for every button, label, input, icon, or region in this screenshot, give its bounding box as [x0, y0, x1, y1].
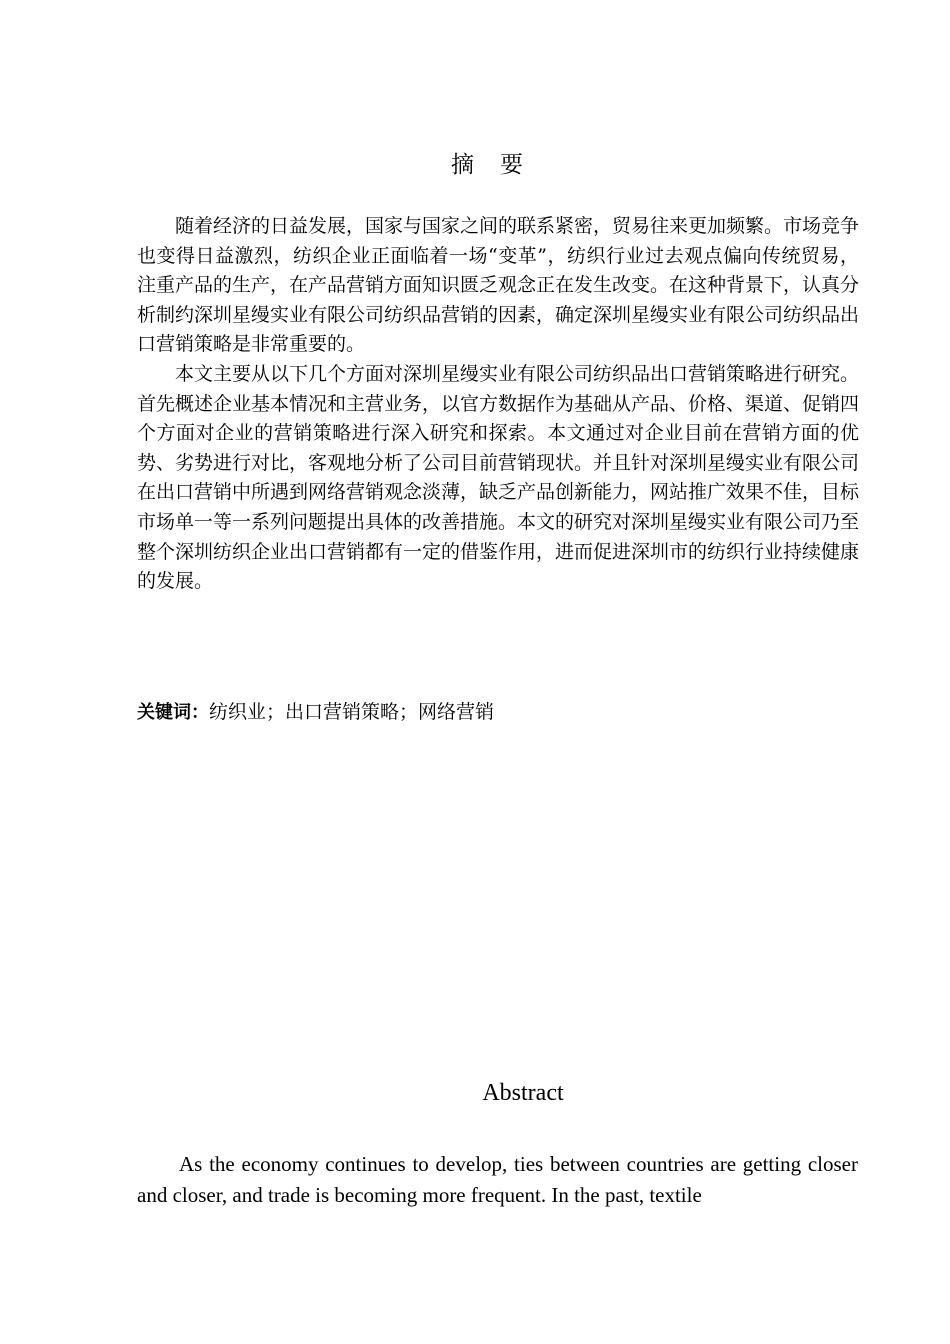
keywords-label: 关键词：	[137, 702, 209, 723]
chinese-abstract-title: 摘要	[451, 152, 549, 178]
chinese-abstract-paragraph-1: 随着经济的日益发展，国家与国家之间的联系紧密，贸易往来更加频繁。市场竞争也变得日益激烈，纺织企业正面临着一场“变革”，纺织行业过去观点偏向传统贸易，注重产品的生产，在产品营销方面知识匮乏观念正在发生改变。在这种背景下，认真分析制约深圳星缦实业有限公司纺织品营销的因素，确定深圳星缦实业有限公司纺织品出口营销策略是非常重要的。	[137, 215, 860, 356]
keywords-text: 纺织业；出口营销策略；网络营销	[209, 701, 495, 723]
english-abstract-body	[137, 1149, 858, 1210]
chinese-keywords	[137, 698, 859, 727]
english-abstract-title: Abstract	[482, 1080, 564, 1106]
chinese-abstract-body	[137, 212, 859, 597]
chinese-abstract-paragraph-2: 本文主要从以下几个方面对深圳星缦实业有限公司纺织品出口营销策略进行研究。首先概述企业基本情况和主营业务，以官方数据作为基础从产品、价格、渠道、促销四个方面对企业的营销策略进行深入研究和探索。本文通过对企业目前在营销方面的优势、劣势进行对比，客观地分析了公司目前营销现状。并且针对深圳星缦实业有限公司在出口营销中所遇到网络营销观念淡薄，缺乏产品创新能力，网站推广效果不佳，目标市场单一等一系列问题提出具体的改善措施。本文的研究对深圳星缦实业有限公司乃至整个深圳纺织企业出口营销都有一定的借鉴作用，进而促进深圳市的纺织行业持续健康的发展。	[137, 362, 860, 593]
english-abstract-paragraph-1: As the economy continues to develop, ties between countries are getting closer and closer, and trade is becoming more frequent. In the past, textile	[137, 1152, 858, 1207]
